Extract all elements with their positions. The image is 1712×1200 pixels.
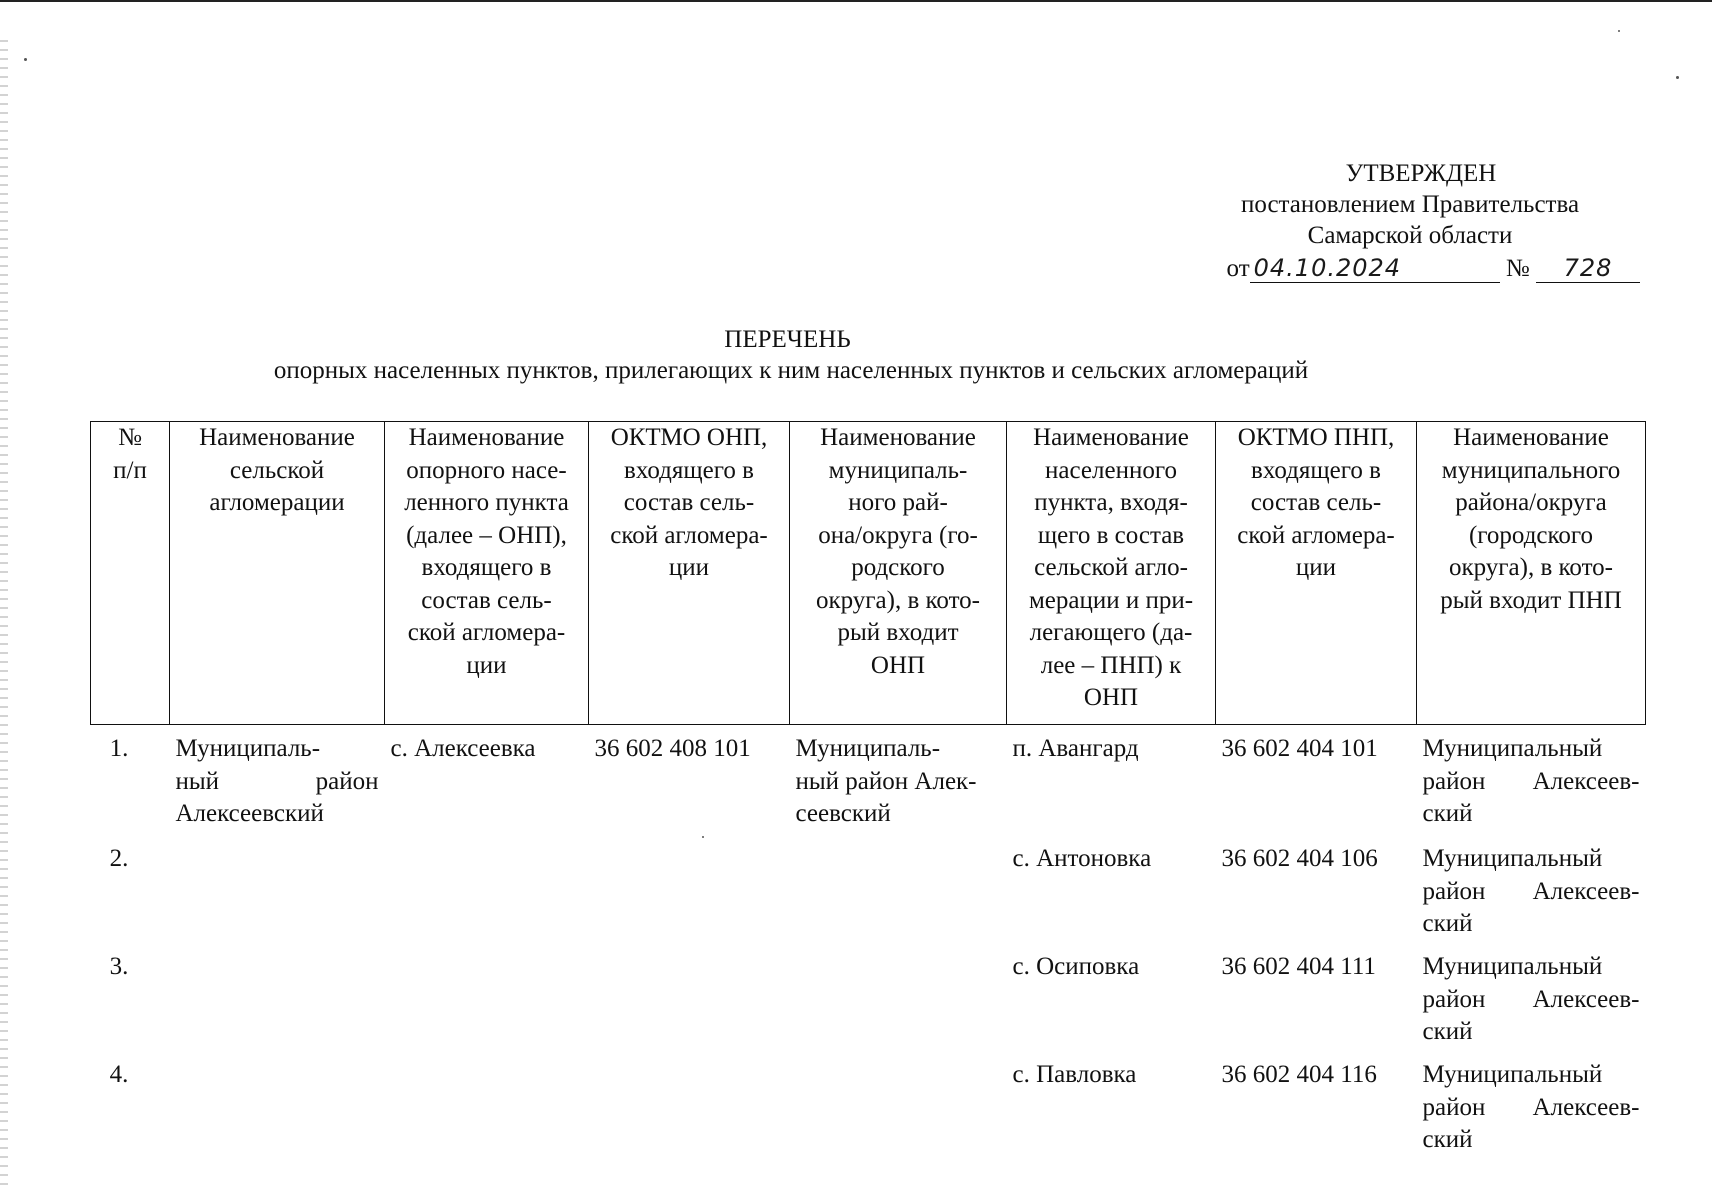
scan-speck xyxy=(24,58,27,61)
cell-pnp-district: Муниципальный район Алексеев- ский xyxy=(1422,735,1640,827)
cell-pnp-name: с. Осиповка xyxy=(1012,953,1140,980)
table-body xyxy=(91,725,1646,1168)
cell-pnp-name: п. Авангард xyxy=(1012,735,1139,762)
cell-onp-name xyxy=(385,843,589,951)
handwritten-date: 04.10.2024 xyxy=(1250,254,1500,283)
document-subtitle: опорных населенных пунктов, прилегающих к ним населенных пунктов и сельских агломераций xyxy=(273,357,1309,384)
header-onp-district: Наименование муниципаль- ного рай- она/округа (го- родского округа), в кото- рый входит ОНП xyxy=(790,422,1007,725)
number-sign: № xyxy=(1505,255,1530,282)
approval-heading: УТВЕРЖДЕН xyxy=(1345,160,1497,187)
cell-agglomeration xyxy=(170,843,385,951)
cell-onp-oktmo xyxy=(589,843,790,951)
handwritten-number: 728 xyxy=(1536,254,1640,283)
header-pnp-name: Наименование населенного пункта, входя- щего в состав сельской агло- мерации и при- легающего (да- лее – ПНП) к ОНП xyxy=(1007,422,1216,725)
document-title-block xyxy=(0,324,1712,386)
header-pnp-oktmo: ОКТМО ПНП, входящего в состав сель- ской агломера- ции xyxy=(1216,422,1417,725)
cell-onp-name xyxy=(385,951,589,1059)
approval-issuer-line: постановлением Правительства xyxy=(1240,191,1580,218)
header-pnp-district: Наименование муниципального района/округа (городского округа), в кото- рый входит ПНП xyxy=(1417,422,1646,725)
cell-pnp-name: с. Антоновка xyxy=(1012,845,1152,872)
approval-date-row xyxy=(1180,253,1640,284)
table-row xyxy=(91,725,1646,844)
cell-onp-oktmo xyxy=(589,951,790,1059)
cell-onp-district xyxy=(790,951,1007,1059)
cell-pnp-district: Муниципальный район Алексеев- ский xyxy=(1422,953,1640,1045)
table-row xyxy=(91,951,1646,1059)
cell-pnp-district: Муниципальный район Алексеев- ский xyxy=(1422,845,1640,937)
cell-num: 1. xyxy=(109,735,129,762)
cell-onp-oktmo: 36 602 408 101 xyxy=(594,735,751,762)
header-onp-name: Наименование опорного насе- ленного пункта (далее – ОНП), входящего в состав сель- ской агломера- ции xyxy=(385,422,589,725)
cell-num: 2. xyxy=(109,845,129,872)
cell-pnp-oktmo: 36 602 404 101 xyxy=(1221,735,1378,762)
cell-onp-district xyxy=(790,1059,1007,1167)
cell-onp-district: Муниципаль- ный район Алек- сеевский xyxy=(795,735,977,827)
cell-pnp-oktmo: 36 602 404 116 xyxy=(1221,1061,1377,1088)
cell-agglomeration: Муниципаль- ный район Алексеевский xyxy=(175,735,379,827)
table-header xyxy=(91,422,1646,725)
table-header-row xyxy=(91,422,1646,725)
scan-speck xyxy=(1618,30,1620,32)
cell-pnp-oktmo: 36 602 404 106 xyxy=(1221,845,1378,872)
cell-pnp-district: Муниципальный район Алексеев- ский xyxy=(1422,1061,1640,1153)
approval-region-line: Самарской области xyxy=(1307,222,1513,249)
approval-stamp xyxy=(1180,158,1640,284)
cell-pnp-name: с. Павловка xyxy=(1012,1061,1137,1088)
agglomeration-table xyxy=(90,421,1646,1167)
cell-onp-oktmo xyxy=(589,1059,790,1167)
cell-num: 3. xyxy=(109,953,129,980)
cell-onp-district xyxy=(790,843,1007,951)
header-onp-oktmo: ОКТМО ОНП, входящего в состав сель- ской агломера- ции xyxy=(589,422,790,725)
document-heading: ПЕРЕЧЕНЬ xyxy=(724,326,851,353)
cell-agglomeration xyxy=(170,1059,385,1167)
scan-left-edge-noise xyxy=(0,40,8,1190)
date-prefix: от xyxy=(1226,255,1250,282)
cell-pnp-oktmo: 36 602 404 111 xyxy=(1221,953,1376,980)
scan-speck xyxy=(1676,76,1679,79)
cell-onp-name xyxy=(385,1059,589,1167)
cell-agglomeration xyxy=(170,951,385,1059)
cell-num: 4. xyxy=(109,1061,129,1088)
scan-top-edge xyxy=(0,0,1712,2)
table-row xyxy=(91,1059,1646,1167)
header-number: № п/п xyxy=(91,422,170,725)
table-row xyxy=(91,843,1646,951)
cell-onp-name: с. Алексеевка xyxy=(390,735,536,762)
header-agglomeration: Наименование сельской агломерации xyxy=(170,422,385,725)
